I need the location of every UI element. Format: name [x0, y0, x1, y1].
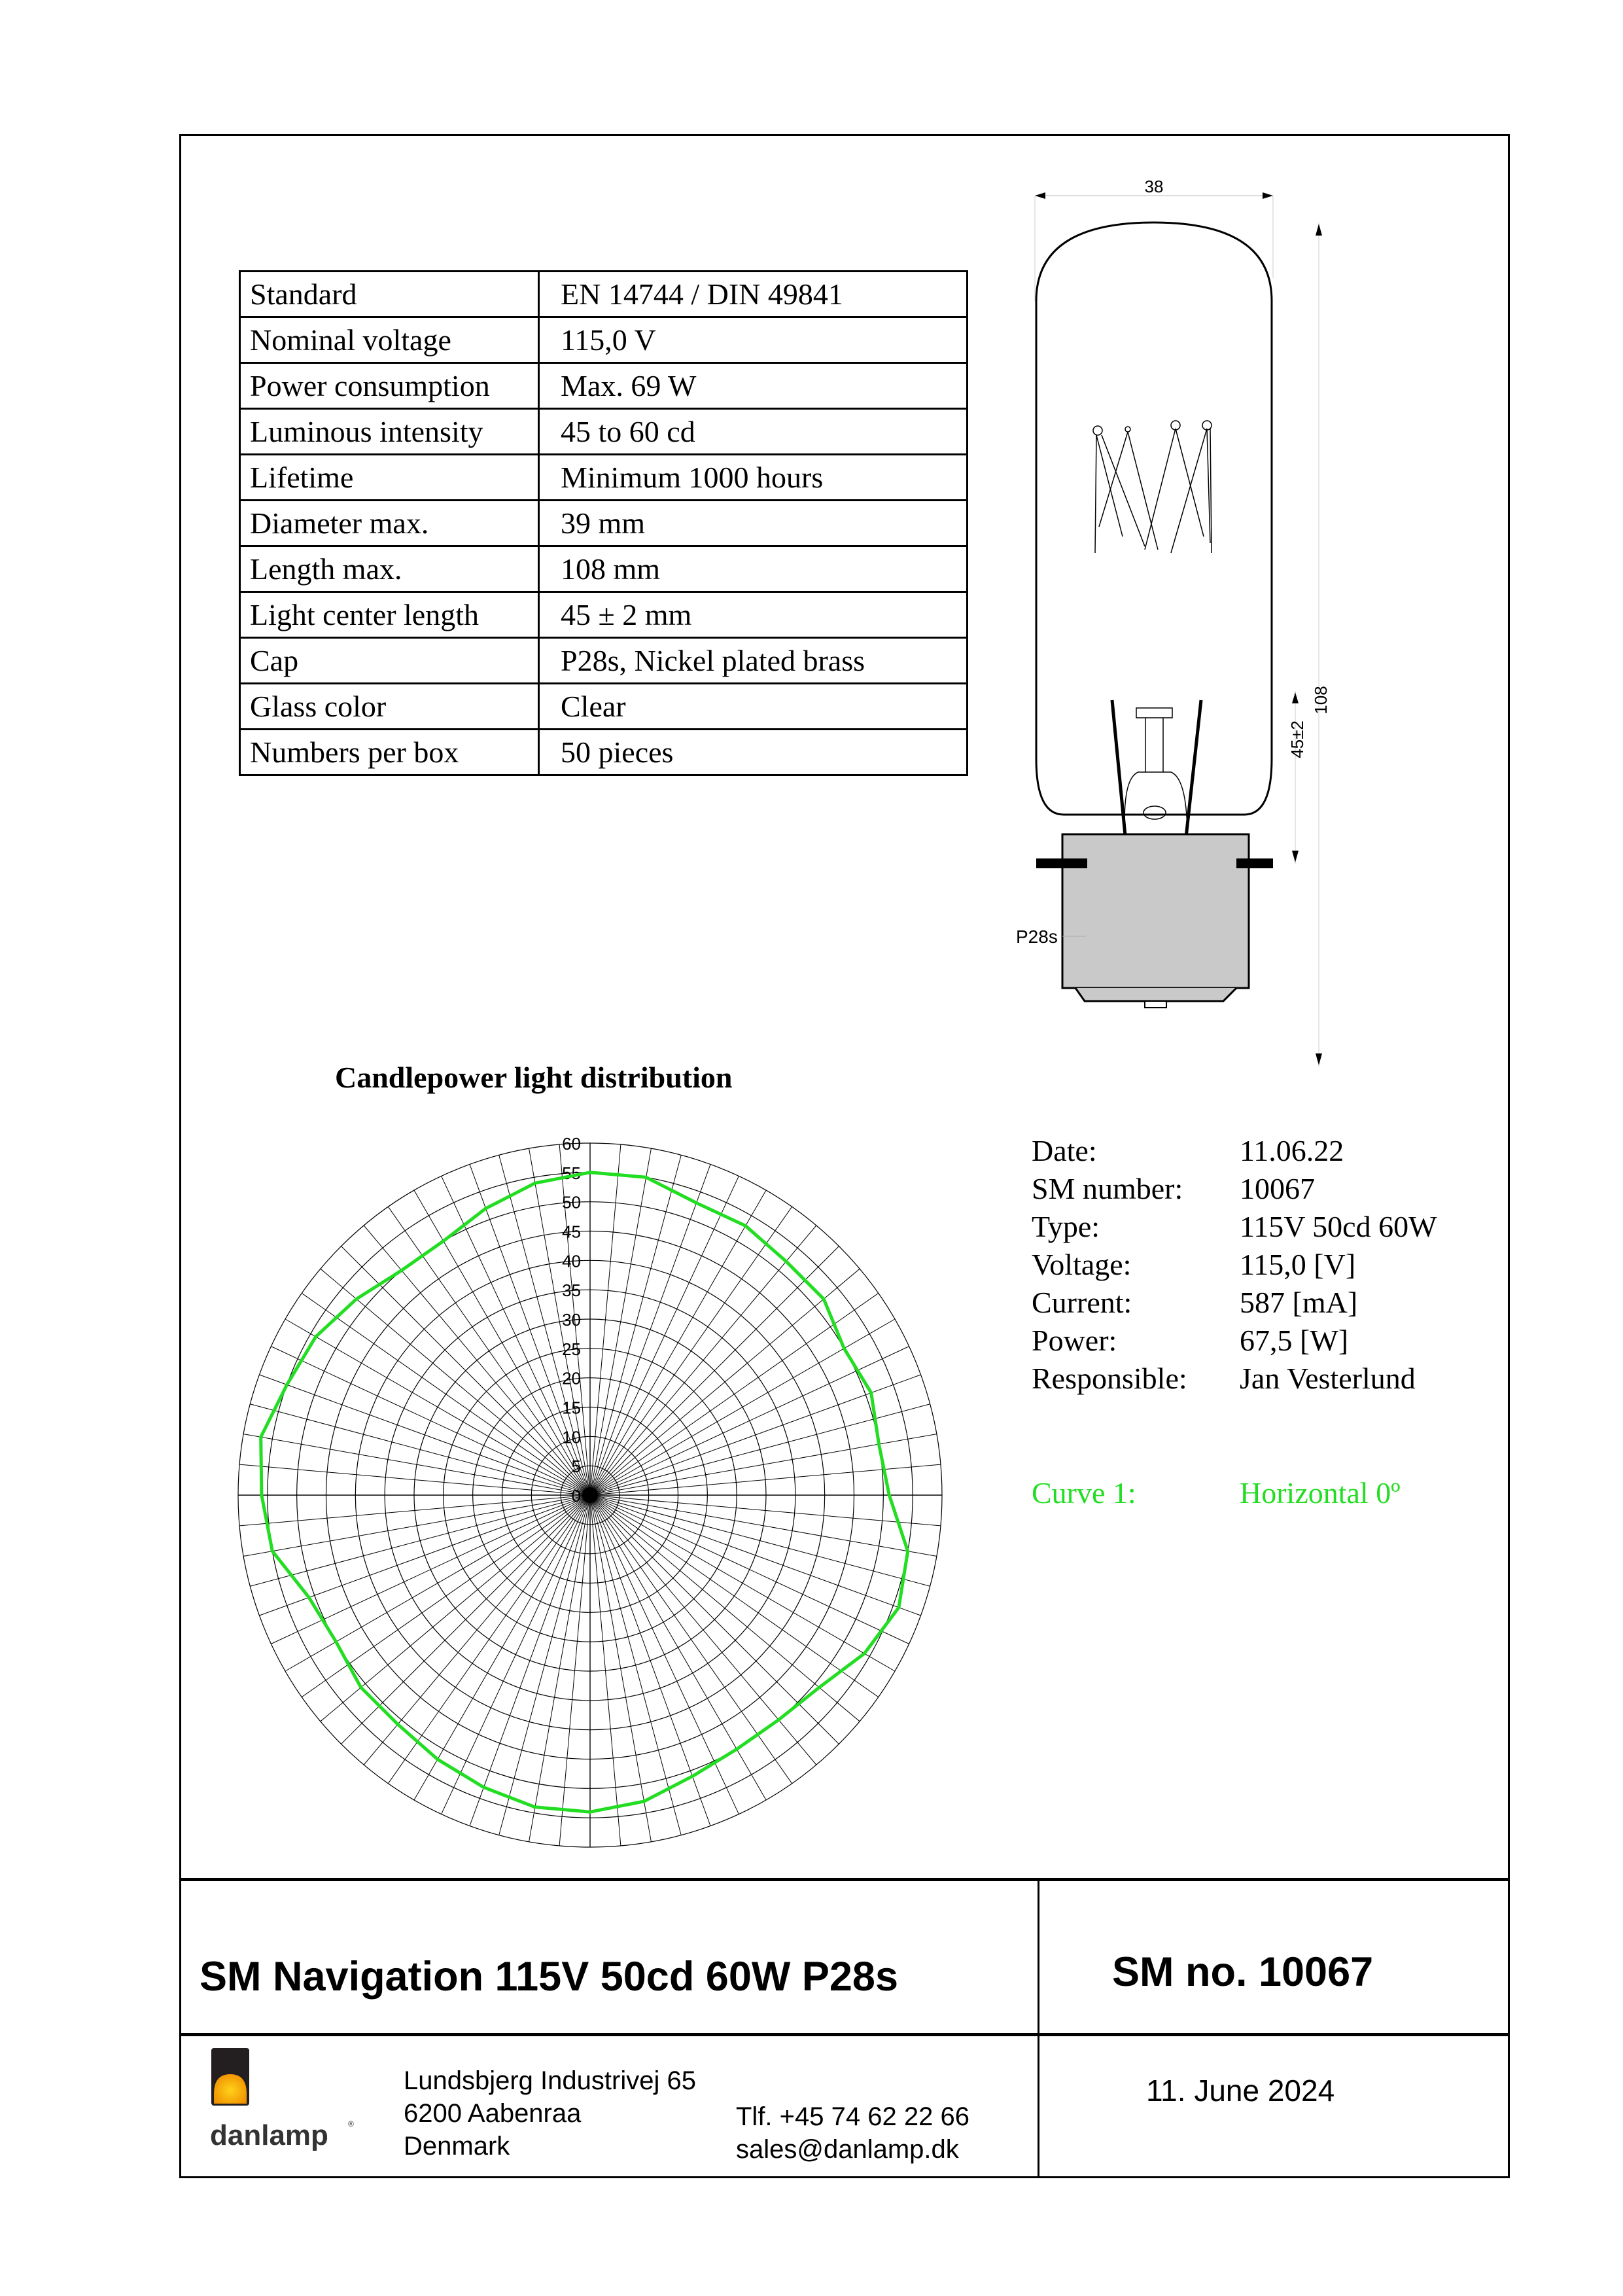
grid-spoke	[590, 1319, 895, 1495]
spec-label: Standard	[240, 272, 539, 317]
info-label: Responsible:	[1032, 1362, 1187, 1395]
grid-spoke	[271, 1347, 590, 1495]
grid-spoke	[590, 1495, 739, 1814]
logo-lamp-icon	[214, 2074, 247, 2104]
spec-row	[240, 546, 968, 592]
document-date: 11. June 2024	[1146, 2074, 1335, 2108]
data-point	[271, 1549, 274, 1553]
data-point	[285, 1383, 288, 1386]
grid-spoke	[590, 1495, 895, 1671]
spec-label: Power consumption	[240, 363, 539, 409]
grid-spoke	[499, 1495, 590, 1835]
data-point	[307, 1596, 311, 1599]
arrow-right-icon	[1263, 192, 1273, 199]
radial-tick-label: 35	[562, 1280, 581, 1301]
arrow-left-icon	[1035, 192, 1045, 199]
data-point	[906, 1549, 909, 1553]
data-point	[784, 1260, 788, 1263]
arrow-down-icon	[1292, 851, 1299, 862]
grid-spoke	[590, 1495, 681, 1835]
product-title: SM Navigation 115V 50cd 60W P28s	[200, 1954, 898, 2000]
spec-value: 115,0 V	[539, 317, 968, 363]
grid-spoke	[259, 1375, 590, 1495]
info-label: Current:	[1032, 1286, 1132, 1319]
info-label: Date:	[1032, 1134, 1097, 1167]
filament	[1093, 421, 1212, 903]
radial-tick-label: 50	[562, 1192, 581, 1212]
spec-table	[239, 270, 968, 776]
radial-tick-label: 25	[562, 1339, 581, 1359]
grid-spoke	[590, 1155, 681, 1495]
info-value: 587 [mA]	[1240, 1286, 1358, 1319]
chart-center-dot	[582, 1487, 598, 1503]
grid-spoke	[470, 1495, 590, 1826]
info-label: Voltage:	[1032, 1248, 1132, 1281]
data-point	[869, 1391, 873, 1394]
info-row	[1032, 1322, 1437, 1360]
info-row	[1032, 1132, 1437, 1170]
grid-spoke	[590, 1495, 930, 1586]
email-link[interactable]: sales@danlamp.dk	[736, 2135, 959, 2164]
grid-spoke	[250, 1404, 590, 1495]
dim-width-label: 38	[1144, 177, 1164, 196]
spec-label: Diameter max.	[240, 501, 539, 546]
cap-body	[1062, 834, 1249, 988]
radial-tick-label: 30	[562, 1310, 581, 1330]
data-point	[863, 1652, 866, 1655]
spec-value: 39 mm	[539, 501, 968, 546]
data-point	[396, 1723, 400, 1726]
data-point	[877, 1443, 881, 1446]
grid-spoke	[590, 1164, 710, 1495]
address-line-2: 6200 Aabenraa	[404, 2099, 582, 2128]
data-point	[533, 1805, 536, 1809]
info-row	[1032, 1208, 1437, 1246]
data-point	[818, 1686, 821, 1689]
info-value: 67,5 [W]	[1240, 1324, 1349, 1357]
grid-spoke	[590, 1495, 909, 1644]
info-row	[1032, 1246, 1437, 1284]
spec-row	[240, 638, 968, 684]
address-line-3: Denmark	[404, 2132, 510, 2161]
radial-tick-label: 5	[571, 1457, 581, 1477]
polar-chart	[229, 1112, 949, 1871]
curve-legend-label: Curve 1:	[1032, 1476, 1136, 1510]
grid-spoke	[271, 1495, 590, 1644]
grid-spoke	[590, 1347, 909, 1495]
spec-row	[240, 592, 968, 638]
radial-tick-label: 55	[562, 1163, 581, 1183]
radial-tick-label: 20	[562, 1368, 581, 1388]
radial-tick-label: 15	[562, 1398, 581, 1418]
spec-value: Max. 69 W	[539, 363, 968, 409]
spec-row	[240, 684, 968, 730]
phone-number: Tlf. +45 74 62 22 66	[736, 2102, 969, 2131]
radial-tick-label: 60	[562, 1134, 581, 1154]
info-value: 10067	[1240, 1172, 1315, 1205]
radial-tick-label: 45	[562, 1222, 581, 1242]
data-point	[735, 1748, 739, 1751]
data-point	[334, 1640, 338, 1644]
spec-row	[240, 272, 968, 317]
data-point	[482, 1786, 485, 1789]
grid-spoke	[590, 1495, 766, 1800]
spec-row	[240, 409, 968, 455]
dim-length-label: 108	[1311, 686, 1331, 715]
spec-row	[240, 317, 968, 363]
data-point	[400, 1269, 403, 1272]
grid-spoke	[442, 1495, 590, 1814]
info-value: 11.06.22	[1240, 1134, 1344, 1167]
title-block-divider-middle	[179, 2033, 1510, 2036]
spec-row	[240, 730, 968, 775]
logo-wordmark: danlamp	[210, 2119, 328, 2151]
radial-tick-label: 40	[562, 1251, 581, 1271]
data-point	[888, 1494, 891, 1497]
radial-tick-label: 0	[571, 1486, 581, 1506]
curve-legend	[1032, 1475, 1400, 1510]
bulb-drawing	[1007, 170, 1426, 1067]
cap-type-label: P28s	[1016, 927, 1058, 947]
arrow-up-icon	[1292, 692, 1299, 703]
data-point	[642, 1800, 646, 1803]
spec-label: Numbers per box	[240, 730, 539, 775]
measurement-info	[1032, 1132, 1437, 1398]
address-line-1: Lundsbjerg Industrivej 65	[404, 2066, 696, 2095]
title-block-divider-top	[179, 1878, 1510, 1881]
bulb-glass-outline	[1036, 222, 1272, 815]
info-label: Type:	[1032, 1210, 1100, 1243]
data-point	[777, 1718, 780, 1722]
data-point	[436, 1757, 439, 1761]
data-point	[355, 1298, 358, 1301]
data-point	[533, 1182, 536, 1185]
grid-spoke	[414, 1495, 590, 1800]
data-point	[744, 1224, 747, 1227]
svg-text:®: ®	[348, 2119, 354, 2128]
arrow-down-icon	[1316, 1053, 1322, 1065]
spec-row	[240, 501, 968, 546]
spec-label: Lifetime	[240, 455, 539, 501]
spec-value: EN 14744 / DIN 49841	[539, 272, 968, 317]
spec-label: Cap	[240, 638, 539, 684]
spec-row	[240, 363, 968, 409]
title-block-divider-vertical	[1038, 1878, 1039, 2178]
spec-label: Nominal voltage	[240, 317, 539, 363]
data-point	[260, 1494, 263, 1497]
grid-spoke	[250, 1495, 590, 1586]
info-value: Jan Vesterlund	[1240, 1362, 1416, 1395]
danlamp-logo	[208, 2048, 358, 2153]
dim-light-center-label: 45±2	[1287, 720, 1307, 758]
data-point	[314, 1335, 317, 1338]
grid-spoke	[590, 1176, 739, 1495]
spec-row	[240, 455, 968, 501]
data-point	[695, 1201, 698, 1205]
spec-value: 50 pieces	[539, 730, 968, 775]
data-point	[589, 1171, 592, 1174]
data-point	[897, 1606, 900, 1609]
arrow-up-icon	[1316, 224, 1322, 236]
data-point	[259, 1436, 262, 1439]
data-point	[822, 1298, 826, 1301]
cap-pin-left	[1036, 858, 1087, 868]
data-point	[691, 1775, 694, 1778]
spec-value: P28s, Nickel plated brass	[539, 638, 968, 684]
info-row	[1032, 1284, 1437, 1322]
info-row	[1032, 1170, 1437, 1208]
spec-value: Minimum 1000 hours	[539, 455, 968, 501]
data-point	[589, 1810, 592, 1814]
grid-spoke	[285, 1495, 590, 1671]
info-value: 115V 50cd 60W	[1240, 1210, 1437, 1243]
grid-spoke	[590, 1495, 921, 1616]
spec-value: 45 ± 2 mm	[539, 592, 968, 638]
data-point	[484, 1207, 487, 1210]
grid-spoke	[285, 1319, 590, 1495]
spec-label: Glass color	[240, 684, 539, 730]
radial-tick-label: 10	[562, 1427, 581, 1447]
grid-spoke	[590, 1190, 766, 1495]
cap-pin-right	[1236, 858, 1273, 868]
data-point	[359, 1686, 362, 1689]
spec-value: 45 to 60 cd	[539, 409, 968, 455]
info-value: 115,0 [V]	[1240, 1248, 1356, 1281]
data-point	[843, 1347, 846, 1350]
sm-number-title: SM no. 10067	[1112, 1949, 1374, 1995]
curve-legend-value: Horizontal 0º	[1240, 1476, 1401, 1510]
spec-value: Clear	[539, 684, 968, 730]
spec-value: 108 mm	[539, 546, 968, 592]
info-row	[1032, 1360, 1437, 1398]
spec-label: Length max.	[240, 546, 539, 592]
spec-label: Light center length	[240, 592, 539, 638]
polar-grid	[238, 1143, 942, 1847]
spec-label: Luminous intensity	[240, 409, 539, 455]
info-label: SM number:	[1032, 1172, 1183, 1205]
chart-title: Candlepower light distribution	[335, 1061, 733, 1094]
data-point	[644, 1176, 648, 1179]
info-label: Power:	[1032, 1324, 1117, 1357]
data-point	[442, 1239, 445, 1243]
